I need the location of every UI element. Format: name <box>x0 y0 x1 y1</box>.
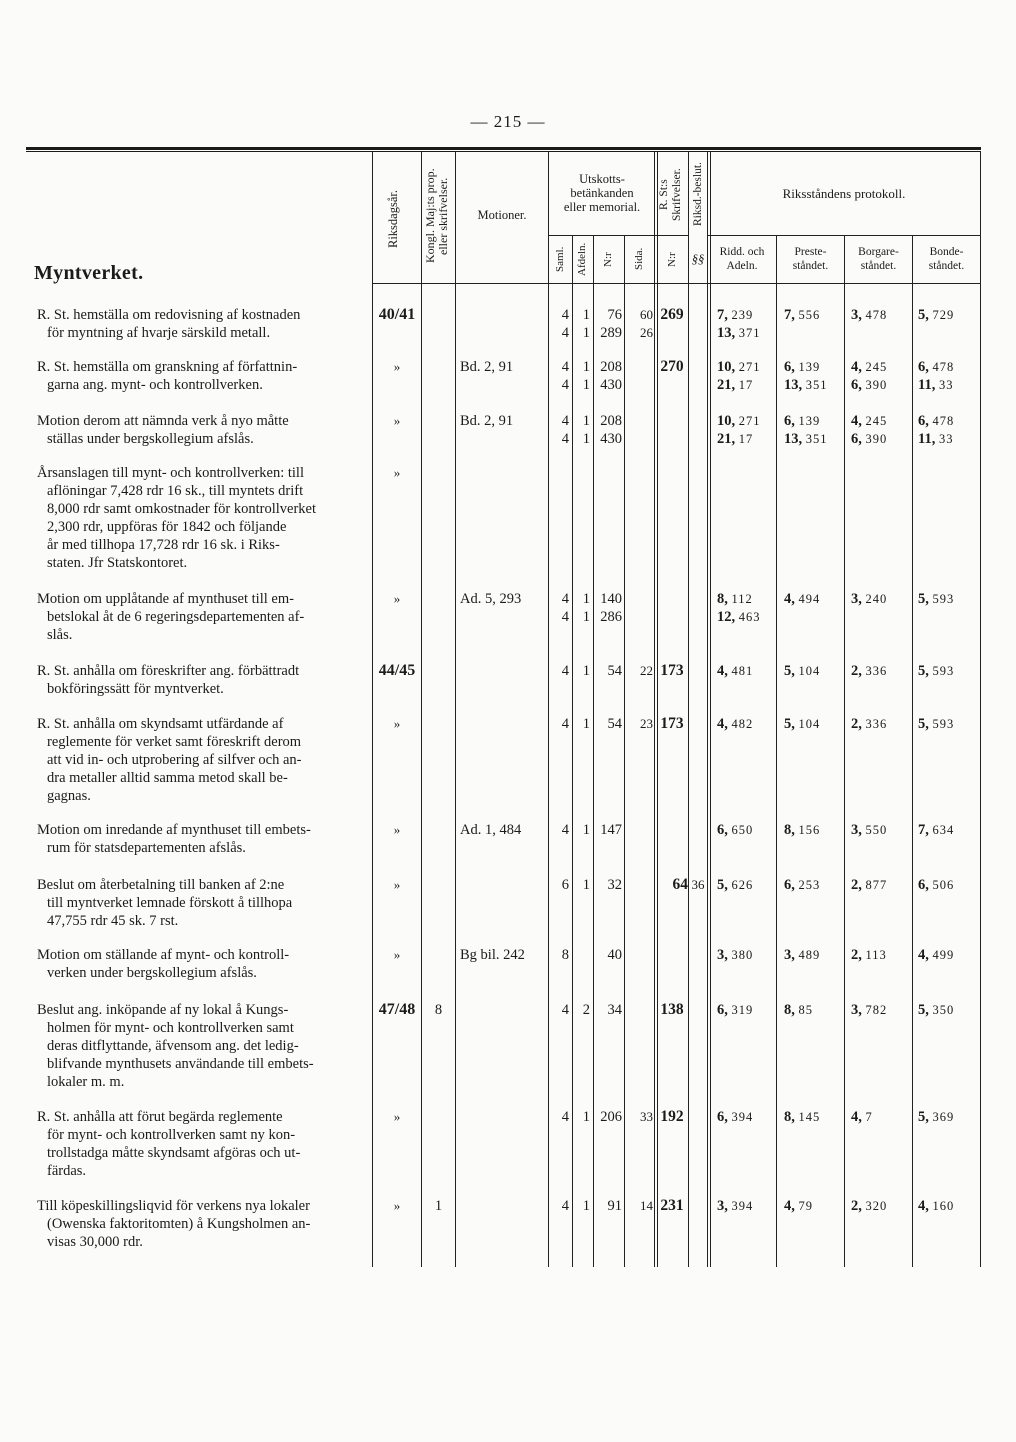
afdelning-cell: 1 <box>582 359 590 375</box>
entry-description-line: verken under bergskollegium afslås. <box>47 965 257 981</box>
entry-description-line: för mynt- och kontrollverken samt ny kon- <box>47 1127 296 1143</box>
skrifvelse-cell: 64 <box>672 876 688 893</box>
borgare-cell: 3, 782 <box>851 1002 888 1018</box>
entry-description-line: Motion om ställande af mynt- och kontroll- <box>37 947 290 963</box>
riksdagsar-cell: » <box>393 947 401 962</box>
samling-cell: 4 <box>561 609 569 625</box>
nummer-cell: 40 <box>607 947 622 963</box>
preste-cell: 7, 556 <box>784 307 821 323</box>
nummer-cell: 32 <box>607 877 622 893</box>
riksdagsar-cell: » <box>393 1109 401 1124</box>
nummer-cell: 91 <box>607 1198 622 1214</box>
ridd-cell: 5, 626 <box>717 877 754 893</box>
entry-description-line: Till köpeskillingsliqvid för verkens nya lokaler <box>37 1198 310 1214</box>
afdelning-cell: 1 <box>582 1198 590 1214</box>
borgare-cell: 6, 390 <box>851 431 888 447</box>
preste-cell: 13, 351 <box>784 377 828 393</box>
header-paragraph: §§ <box>691 252 705 266</box>
preste-cell: 6, 139 <box>784 359 821 375</box>
entry-description-line: 47,755 rdr 45 sk. 7 rst. <box>47 913 179 929</box>
entry-description-line: 8,000 rdr samt omkostnader för kontrollverket <box>47 501 316 517</box>
ridd-cell: 4, 481 <box>717 663 754 679</box>
nummer-cell: 430 <box>600 431 622 447</box>
preste-cell: 4, 79 <box>784 1198 813 1214</box>
riksdagsar-cell: 44/45 <box>378 662 416 679</box>
riksdagsar-cell: 47/48 <box>378 1001 416 1018</box>
column-divider <box>654 152 655 1267</box>
entry-description <box>37 358 372 394</box>
entry-description-line: staten. Jfr Statskontoret. <box>47 555 188 571</box>
samling-cell: 4 <box>561 377 569 393</box>
nummer-cell: 286 <box>600 609 622 625</box>
riksdagsar-cell: » <box>393 465 401 480</box>
samling-cell: 4 <box>561 716 569 732</box>
prop-cell: 8 <box>434 1002 443 1018</box>
afdelning-cell: 1 <box>582 431 590 447</box>
entry-description-line: (Owenska faktoritomten) å Kungsholmen an- <box>47 1216 311 1232</box>
ridd-cell: 8, 112 <box>717 591 753 607</box>
top-rule-thin <box>26 151 981 152</box>
header-afdeln: Afdeln. <box>576 242 588 276</box>
sida-cell: 22 <box>640 663 653 678</box>
riksdagsar-cell: » <box>393 877 401 892</box>
entry-description-line: Årsanslagen till mynt- och kontrollverken: till <box>37 465 304 481</box>
samling-cell: 4 <box>561 591 569 607</box>
entry-description-line: Motion om upplåtande af mynthuset till em- <box>37 591 294 607</box>
entry-description <box>37 946 372 982</box>
skrifvelse-cell: 192 <box>660 1108 684 1125</box>
header-samling: Saml. <box>554 246 566 272</box>
borgare-cell: 2, 320 <box>851 1198 888 1214</box>
bonde-cell: 5, 350 <box>918 1002 955 1018</box>
nummer-cell: 54 <box>607 663 622 679</box>
ridd-cell: 6, 394 <box>717 1109 754 1125</box>
samling-cell: 4 <box>561 431 569 447</box>
riksdagsar-cell: » <box>393 359 401 374</box>
nummer-cell: 289 <box>600 325 622 341</box>
bonde-cell: 5, 593 <box>918 663 955 679</box>
column-divider <box>455 152 456 1267</box>
borgare-cell: 3, 550 <box>851 822 888 838</box>
sida-cell: 23 <box>640 716 653 731</box>
riksdagsar-cell: » <box>393 591 401 606</box>
top-rule <box>26 147 981 150</box>
skrifvelse-cell: 269 <box>660 306 684 323</box>
section-title: Myntverket. <box>34 262 144 284</box>
entry-description-line: betslokal åt de 6 regeringsdepartementen af- <box>47 609 305 625</box>
paragraph-cell: 36 <box>691 877 705 892</box>
afdelning-cell: 1 <box>582 1109 590 1125</box>
motion-cell: Ad. 5, 293 <box>460 591 522 607</box>
bonde-cell: 4, 499 <box>918 947 955 963</box>
riksdagsar-cell: » <box>393 413 401 428</box>
samling-cell: 4 <box>561 413 569 429</box>
entry-description-line: ställas under bergskollegium afslås. <box>47 431 254 447</box>
entry-description-line: slås. <box>47 627 73 643</box>
entry-description-line: blifvande mynthusets användande till embets- <box>47 1056 314 1072</box>
preste-cell: 6, 253 <box>784 877 821 893</box>
entry-description-line: rum för statsdepartementen afslås. <box>47 840 246 856</box>
samling-cell: 4 <box>561 663 569 679</box>
borgare-cell: 2, 877 <box>851 877 888 893</box>
header-subrule <box>548 235 655 236</box>
ridd-cell: 21, 17 <box>717 431 754 447</box>
borgare-cell: 3, 240 <box>851 591 888 607</box>
entry-description <box>37 464 372 572</box>
entry-description <box>37 1001 372 1091</box>
entry-description-line: R. St. hemställa om granskning af författnin- <box>37 359 298 375</box>
afdelning-cell: 1 <box>582 591 590 607</box>
entry-description <box>37 821 372 857</box>
samling-cell: 4 <box>561 1198 569 1214</box>
ridd-cell: 4, 482 <box>717 716 754 732</box>
ridd-cell: 3, 394 <box>717 1198 754 1214</box>
afdelning-cell: 1 <box>582 413 590 429</box>
afdelning-cell: 1 <box>582 307 590 323</box>
afdelning-cell: 2 <box>582 1002 590 1018</box>
page-number: — 215 — <box>470 112 546 131</box>
motion-cell: Bg bil. 242 <box>460 947 525 963</box>
samling-cell: 4 <box>561 1002 569 1018</box>
riksdagsar-cell: 40/41 <box>378 306 416 323</box>
column-divider <box>707 152 708 1267</box>
motion-cell: Ad. 1, 484 <box>460 822 522 838</box>
skrifvelse-cell: 231 <box>660 1197 684 1214</box>
header-motioner: Motioner. <box>477 208 527 222</box>
ridd-cell: 12, 463 <box>717 609 761 625</box>
header-nr: N:r <box>602 252 614 268</box>
entry-description <box>37 412 372 448</box>
samling-cell: 4 <box>561 1109 569 1125</box>
afdelning-cell: 1 <box>582 822 590 838</box>
ridd-cell: 7, 239 <box>717 307 754 323</box>
samling-cell: 4 <box>561 325 569 341</box>
entry-description-line: R. St. anhålla om föreskrifter ang. förbättradt <box>37 663 300 679</box>
entry-description-line: R. St. anhålla om skyndsamt utfärdande af <box>37 716 284 732</box>
afdelning-cell: 1 <box>582 325 590 341</box>
entry-description-line: reglemente för verket samt föreskrift derom <box>47 734 302 750</box>
entry-description-line: Beslut ang. inköpande af ny lokal å Kungs- <box>37 1002 289 1018</box>
bonde-cell: 6, 478 <box>918 413 955 429</box>
preste-cell: 6, 139 <box>784 413 821 429</box>
sida-cell: 33 <box>640 1109 653 1124</box>
column-divider <box>688 152 689 1267</box>
preste-cell: 8, 85 <box>784 1002 813 1018</box>
entry-description-line: Motion om inredande af mynthuset till embets- <box>37 822 311 838</box>
ridd-cell: 6, 319 <box>717 1002 754 1018</box>
header-rst-nr: N:r <box>666 252 678 268</box>
entry-description-line: R. St. anhålla att förut begärda reglemente <box>37 1109 283 1125</box>
header-bottom-rule <box>372 283 980 284</box>
motion-cell: Bd. 2, 91 <box>460 359 514 375</box>
nummer-cell: 208 <box>600 359 622 375</box>
entry-description-line: färdas. <box>47 1163 87 1179</box>
entry-description <box>37 306 372 342</box>
samling-cell: 4 <box>561 822 569 838</box>
borgare-cell: 3, 478 <box>851 307 888 323</box>
skrifvelse-cell: 173 <box>660 662 684 679</box>
bonde-cell: 5, 729 <box>918 307 955 323</box>
bonde-cell: 5, 593 <box>918 716 955 732</box>
ridd-cell: 10, 271 <box>717 359 761 375</box>
header-preste: Preste- ståndet. <box>792 246 829 272</box>
entry-description <box>37 662 372 698</box>
entry-description <box>37 1197 372 1251</box>
entry-description-line: R. St. hemställa om redovisning af kostnaden <box>37 307 301 323</box>
entry-description-line: aflöningar 7,428 rdr 16 sk., till myntets drift <box>47 483 304 499</box>
skrifvelse-cell: 173 <box>660 715 684 732</box>
ridd-cell: 6, 650 <box>717 822 754 838</box>
preste-cell: 5, 104 <box>784 716 821 732</box>
header-subrule <box>707 235 980 236</box>
entry-description-line: holmen för mynt- och kontrollverken samt <box>47 1020 294 1036</box>
bonde-cell: 4, 160 <box>918 1198 955 1214</box>
preste-cell: 13, 351 <box>784 431 828 447</box>
entry-description-line: Motion derom att nämnda verk å nyo måtte <box>37 413 289 429</box>
borgare-cell: 4, 7 <box>851 1109 873 1125</box>
afdelning-cell: 1 <box>582 377 590 393</box>
prop-cell: 1 <box>434 1198 443 1214</box>
header-utskott: Utskotts- betänkanden eller memorial. <box>563 172 641 214</box>
entry-description-line: för myntning af hvarje särskild metall. <box>47 325 271 341</box>
entry-description <box>37 1108 372 1180</box>
entry-description-line: dra metaller alltid samma metod skall be- <box>47 770 288 786</box>
entry-description-line: visas 30,000 rdr. <box>47 1234 143 1250</box>
samling-cell: 4 <box>561 307 569 323</box>
nummer-cell: 34 <box>607 1002 622 1018</box>
header-riksdagsar: Riksdagsår. <box>386 190 400 248</box>
ridd-cell: 13, 371 <box>717 325 761 341</box>
samling-cell: 6 <box>561 877 569 893</box>
entry-description <box>37 715 372 805</box>
nummer-cell: 76 <box>607 307 622 323</box>
borgare-cell: 2, 336 <box>851 663 888 679</box>
sida-cell: 60 <box>640 307 653 322</box>
preste-cell: 5, 104 <box>784 663 821 679</box>
entry-description-line: garna ang. mynt- och kontrollverken. <box>47 377 263 393</box>
sida-cell: 26 <box>640 325 653 340</box>
header-borgare: Borgare- ståndet. <box>858 246 899 272</box>
ridd-cell: 10, 271 <box>717 413 761 429</box>
preste-cell: 4, 494 <box>784 591 821 607</box>
skrifvelse-cell: 270 <box>660 358 684 375</box>
bonde-cell: 5, 593 <box>918 591 955 607</box>
entry-description-line: lokaler m. m. <box>47 1074 125 1090</box>
bonde-cell: 11, 33 <box>918 377 954 393</box>
entry-description-line: gagnas. <box>47 788 91 804</box>
riksdagsar-cell: » <box>393 716 401 731</box>
header-sida: Sida. <box>633 247 645 271</box>
sida-cell: 14 <box>640 1198 653 1213</box>
samling-cell: 4 <box>561 359 569 375</box>
bonde-cell: 5, 369 <box>918 1109 955 1125</box>
nummer-cell: 147 <box>600 822 622 838</box>
header-ridd: Ridd. och Adeln. <box>719 246 765 272</box>
nummer-cell: 430 <box>600 377 622 393</box>
entry-description <box>37 590 372 644</box>
afdelning-cell: 1 <box>582 716 590 732</box>
motion-cell: Bd. 2, 91 <box>460 413 514 429</box>
entry-description <box>37 876 372 930</box>
entry-description-line: år med tillhopa 17,728 rdr 16 sk. i Riks- <box>47 537 280 553</box>
ridd-cell: 21, 17 <box>717 377 754 393</box>
nummer-cell: 206 <box>600 1109 622 1125</box>
ridd-cell: 3, 380 <box>717 947 754 963</box>
samling-cell: 8 <box>561 947 569 963</box>
preste-cell: 8, 145 <box>784 1109 821 1125</box>
afdelning-cell: 1 <box>582 663 590 679</box>
borgare-cell: 4, 245 <box>851 413 888 429</box>
afdelning-cell: 1 <box>582 877 590 893</box>
entry-description-line: deras ditflyttande, äfvensom ang. det ledig- <box>47 1038 299 1054</box>
nummer-cell: 54 <box>607 716 622 732</box>
borgare-cell: 2, 336 <box>851 716 888 732</box>
bonde-cell: 11, 33 <box>918 431 954 447</box>
header-bonde: Bonde- ståndet. <box>928 246 965 272</box>
header-rst-skrifvelser: R. St:s Skrifvelser. <box>658 168 683 222</box>
entry-description-line: till myntverket lemnade förskott å tillhopa <box>47 895 293 911</box>
header-riksd-beslut: Riksd.-beslut. <box>692 162 704 226</box>
entry-description-line: bokföringssätt för myntverket. <box>47 681 224 697</box>
borgare-cell: 4, 245 <box>851 359 888 375</box>
entry-description-line: 2,300 rdr, uppföras för 1842 och följande <box>47 519 287 535</box>
riksdagsar-cell: » <box>393 822 401 837</box>
entry-description-line: att vid in- och utprobering af silfver och an- <box>47 752 302 768</box>
entry-description-line: Beslut om återbetalning till banken af 2:ne <box>37 877 285 893</box>
bonde-cell: 6, 478 <box>918 359 955 375</box>
borgare-cell: 6, 390 <box>851 377 888 393</box>
column-divider <box>421 152 422 1267</box>
preste-cell: 8, 156 <box>784 822 821 838</box>
afdelning-cell: 1 <box>582 609 590 625</box>
nummer-cell: 140 <box>600 591 622 607</box>
skrifvelse-cell: 138 <box>660 1001 684 1018</box>
entry-description-line: trollstadga måtte skyndsamt afgöras och ut- <box>47 1145 301 1161</box>
header-kongl: Kongl. Maj:ts prop. eller skrifvelser. <box>423 168 450 264</box>
bonde-cell: 7, 634 <box>918 822 955 838</box>
nummer-cell: 208 <box>600 413 622 429</box>
header-protokoll: Riksståndens protokoll. <box>782 186 906 201</box>
header-subrule <box>655 235 689 236</box>
borgare-cell: 2, 113 <box>851 947 887 963</box>
bonde-cell: 6, 506 <box>918 877 955 893</box>
riksdagsar-cell: » <box>393 1198 401 1213</box>
preste-cell: 3, 489 <box>784 947 821 963</box>
